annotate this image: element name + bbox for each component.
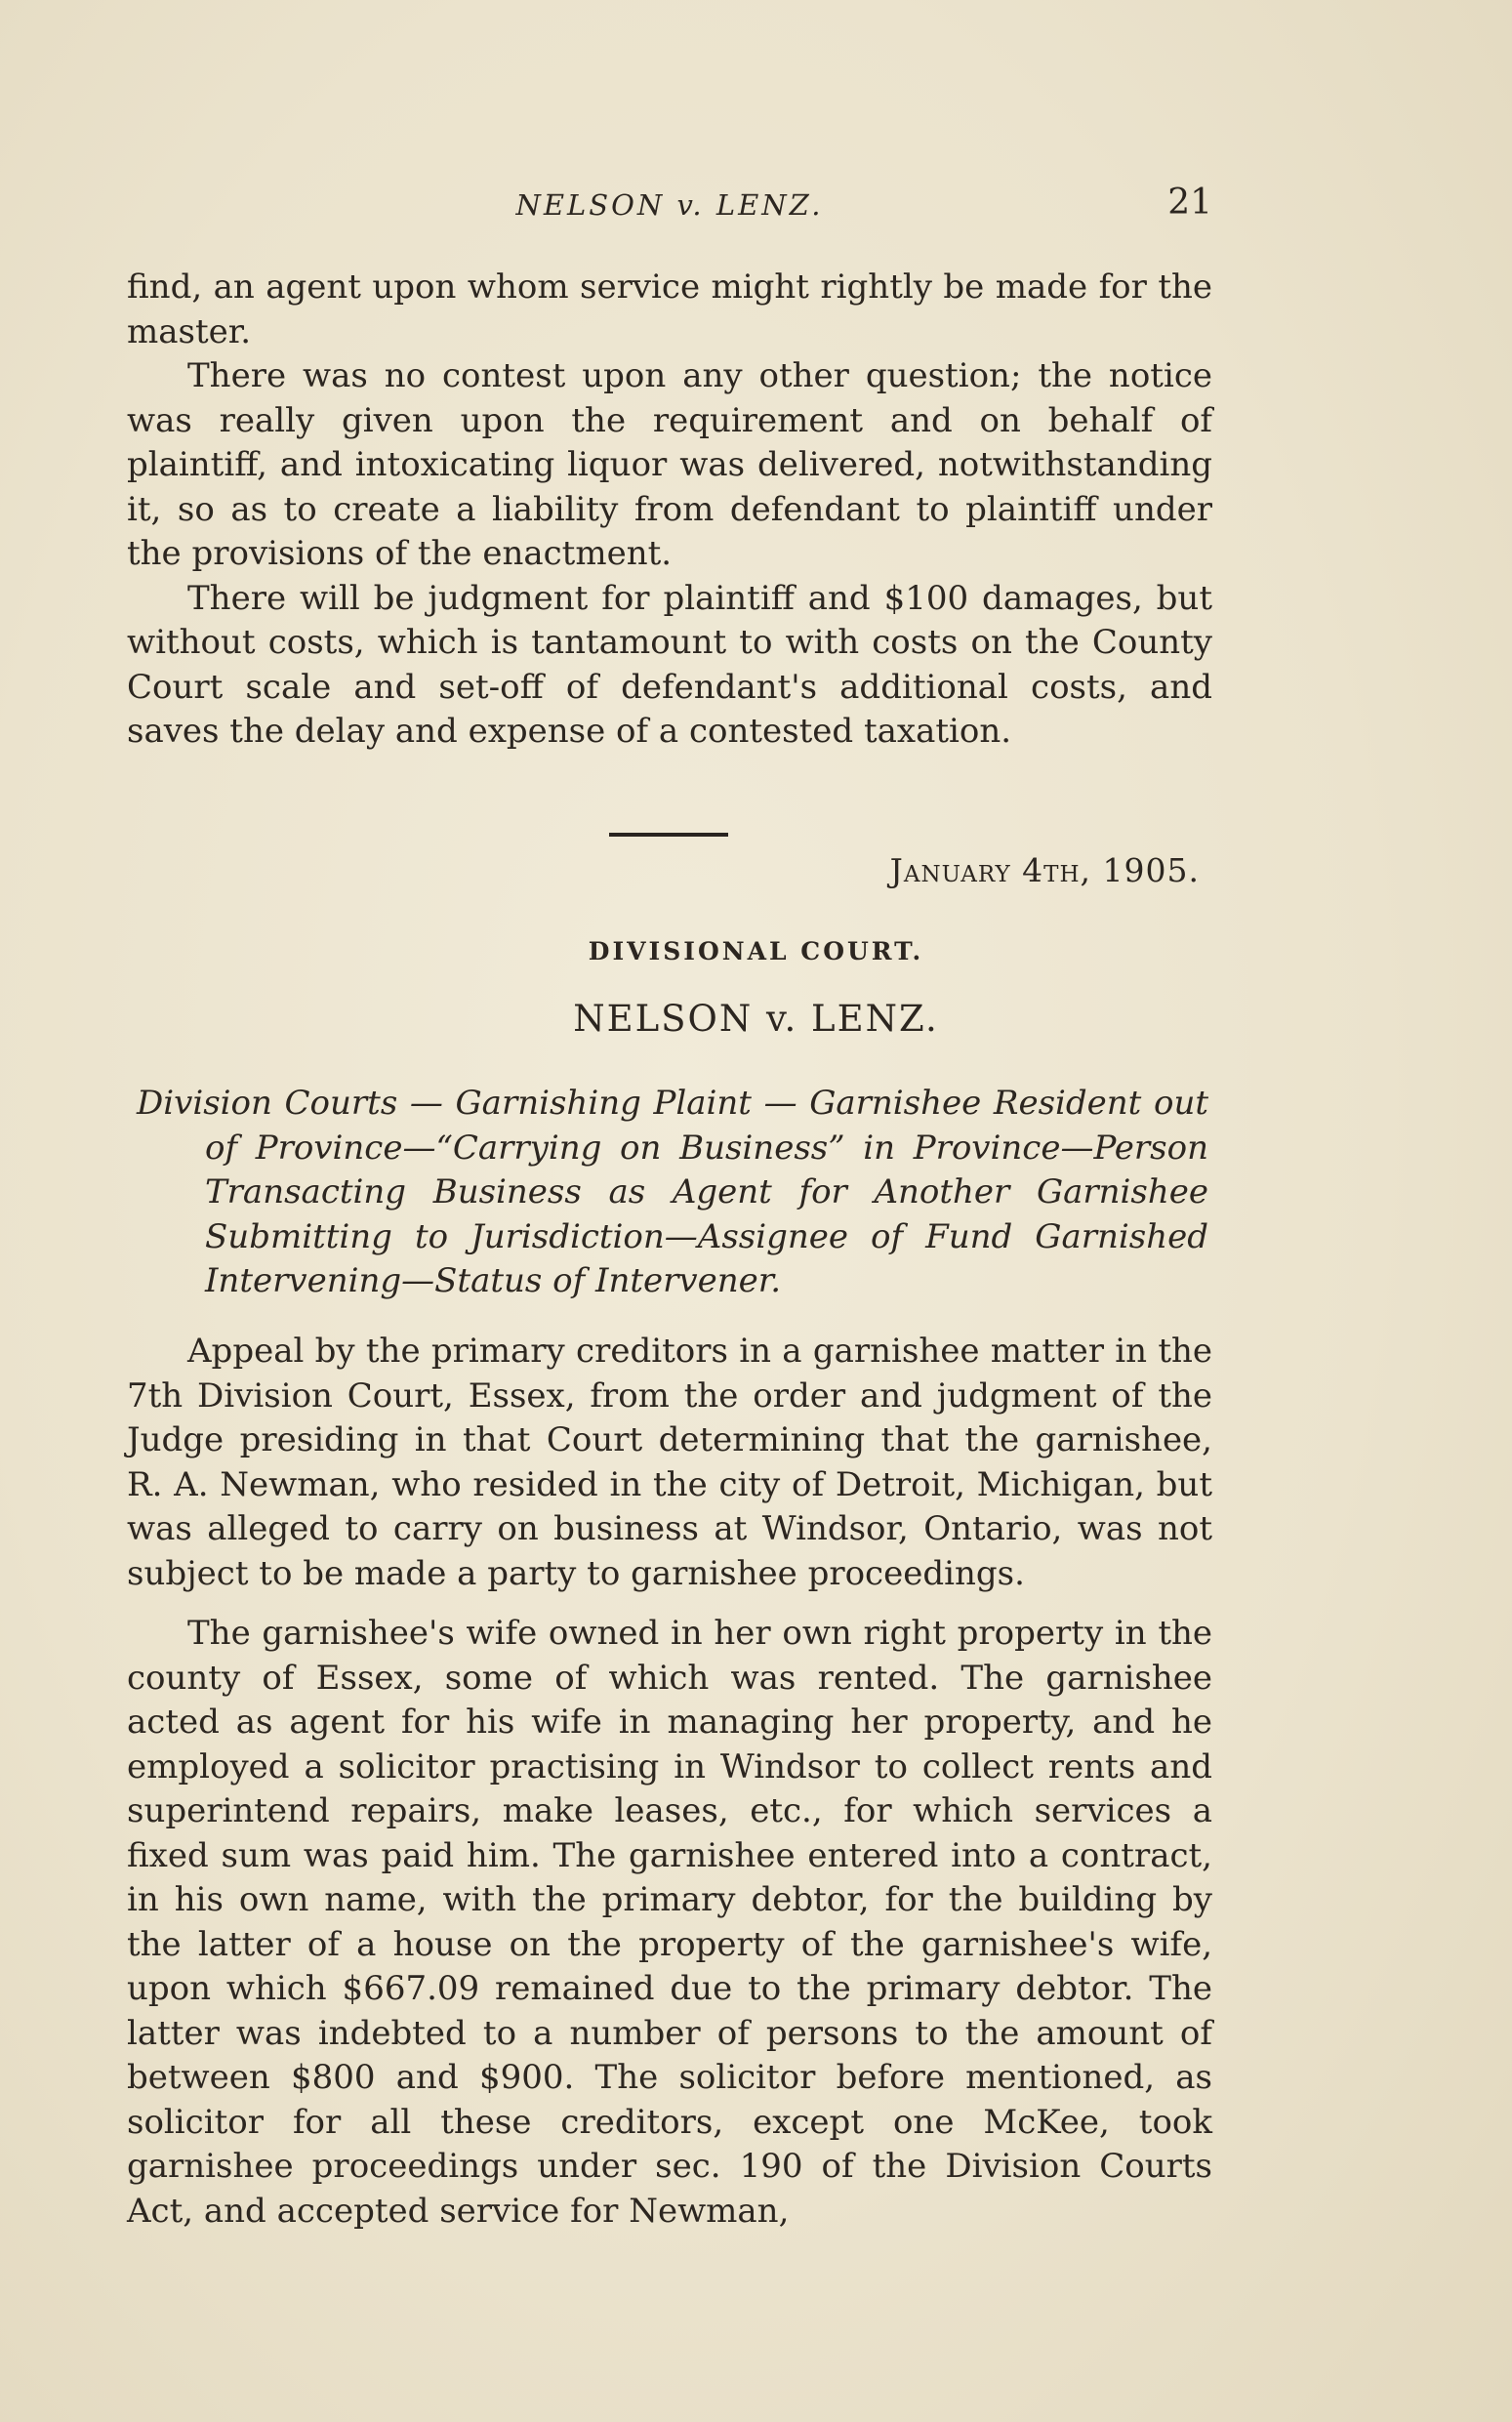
top-text-block: [127, 266, 1212, 755]
headnote: [137, 1082, 1208, 1304]
running-head: [127, 183, 1212, 227]
dateline: January 4th, 1905.: [889, 851, 1200, 889]
main-text-block: [127, 1330, 1212, 2234]
paragraph-facts: The garnishee's wife owned in her own right property in the county of Essex, some of which was rented. The garnishee acted as agent for his wife in managing her property, and he employed a solicitor practising in Windsor to collect rents and superintend repairs, make leases, etc., for which services a fixed sum was paid him. The garnishee entered into a contract, in his own name, with the primary debtor, for the building by the latter of a house on the property of the garnishee's wife, upon which $667.09 remained due to the primary debtor. The latter was indebted to a number of persons to the amount of between $800 and $900. The solicitor before mentioned, as solicitor for all these creditors, except one McKee, took garnishee proceedings under sec. 190 of the Division Courts Act, and accepted service for Newman,: [127, 1614, 1212, 2231]
court-label: DIVISIONAL COURT.: [588, 937, 924, 965]
section-divider: [609, 833, 728, 837]
continued-paragraph: find, an agent upon whom service might rightly be made for the master.: [127, 267, 1212, 351]
headnote-text: Division Courts — Garnishing Plaint — Garnishee Resident out of Province—“Carrying on Business” in Province—Person Transacting Business as Agent for Another Garnishee Submitting to Jurisdiction—Assignee of Fund Garnished Intervening—Status of Intervener.: [137, 1084, 1208, 1300]
page-number: 21: [1167, 183, 1212, 223]
case-title: NELSON v. LENZ.: [573, 998, 939, 1040]
paragraph-judgment: There will be judgment for plaintiff and $100 damages, but without costs, which is tantamount to with costs on the County Court scale and set-off of defendant's additional costs, and saves the delay and expense of a contested taxation.: [127, 578, 1212, 751]
paragraph-appeal: Appeal by the primary creditors in a garnishee matter in the 7th Division Court, Essex, from the order and judgment of the Judge presiding in that Court determining that the garnishee, R. A. Newman, who resided in the city of Detroit, Michigan, but was alleged to carry on business at Windsor, Ontario, was not subject to be made a party to garnishee proceedings.: [127, 1332, 1212, 1593]
paragraph-no-contest: There was no contest upon any other question; the notice was really given upon the requirement and on behalf of plaintiff, and intoxicating liquor was delivered, notwithstanding it, so as to create a liability from defendant to plaintiff under the provisions of the enactment.: [127, 356, 1212, 573]
running-title: NELSON v. LENZ.: [515, 188, 824, 222]
